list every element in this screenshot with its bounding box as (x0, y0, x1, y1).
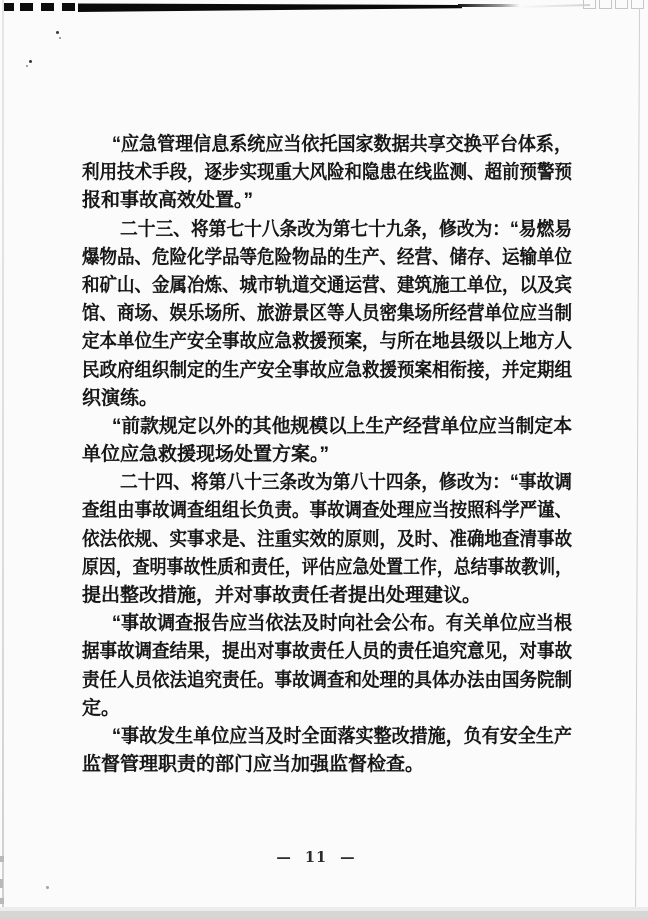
line-text: 责任人员依法追究责任。事故调查和处理的具体办法由国务院制 (82, 669, 572, 691)
line-text: 织演练。 (82, 387, 159, 409)
line-text: “应急管理信息系统应当依托国家数据共享交换平台体系， (112, 134, 572, 155)
scan-artifact-top-bar-tail (458, 4, 520, 7)
scan-speck (56, 31, 59, 34)
line-text: 原因，查明事故性质和责任，评估应急处置工作，总结事故教训， (82, 556, 572, 578)
text-line (82, 159, 574, 187)
text-line (82, 441, 574, 469)
line-text: 二十三、将第七十八条改为第七十九条，修改为：“易燃易 (120, 218, 572, 240)
text-line (82, 469, 574, 497)
line-text: 利用技术手段，逐步实现重大风险和隐患在线监测、超前预警预 (82, 162, 572, 184)
scan-speck (29, 60, 32, 63)
document-body (82, 131, 574, 779)
scan-artifact-top-right-line (516, 4, 590, 8)
text-line (82, 216, 574, 244)
line-text: “前款规定以外的其他规模以上生产经营单位应当制定本 (112, 415, 572, 437)
text-line (82, 638, 574, 666)
sprocket-hole-icon (599, 0, 612, 9)
line-text: 定本单位生产安全事故应急救援预案，与所在地县级以上地方人 (82, 331, 572, 353)
text-line (82, 667, 574, 695)
line-text: 爆物品、危险化学品等危险物品的生产、经营、储存、运输单位 (82, 246, 572, 268)
text-line (82, 131, 574, 159)
line-text: 据事故调查结果，提出对事故责任人员的责任追究意见，对事故 (82, 641, 572, 663)
line-text: 定。 (82, 697, 121, 719)
text-line (82, 695, 574, 723)
scan-artifact-left-page-edge (2, 0, 4, 919)
text-line (82, 723, 574, 751)
scan-dash-icon (41, 3, 54, 11)
text-line (82, 413, 574, 441)
line-text: “事故调查报告应当依法及时向社会公布。有关单位应当根 (112, 613, 572, 635)
text-line (82, 582, 574, 610)
line-text: 民政府组织制定的生产安全事故应急救援预案相衔接，并定期组 (82, 359, 572, 381)
text-line (82, 385, 574, 413)
text-line (82, 610, 574, 638)
scan-artifact-right-page-edge (635, 8, 640, 919)
sprocket-hole-icon (615, 0, 628, 9)
line-text: 依法依规、实事求是、注重实效的原则，及时、准确地查清事故 (82, 528, 572, 550)
sprocket-hole-icon (631, 0, 644, 9)
line-text: 监督管理职责的部门应当加强监督检查。 (82, 754, 425, 776)
scan-edge-mark (0, 856, 4, 862)
scan-dash-icon (20, 3, 33, 11)
scan-speck (26, 65, 28, 67)
line-text: 和矿山、金属冶炼、城市轨道交通运营、建筑施工单位，以及宾 (82, 274, 572, 296)
line-text: “事故发生单位应当及时全面落实整改措施，负有安全生产 (112, 725, 572, 747)
sprocket-hole-icon (583, 0, 596, 9)
scan-artifact-bottom-band (0, 911, 648, 919)
scan-edge-mark (0, 879, 3, 888)
text-line (82, 187, 574, 215)
line-text: 馆、商场、娱乐场所、旅游景区等人员密集场所经营单位应当制 (82, 303, 572, 325)
text-line (82, 751, 574, 779)
text-line (82, 244, 574, 272)
line-text: 提出整改措施，并对事故责任者提出处理建议。 (82, 585, 482, 606)
line-text: 单位应急救援现场处置方案。” (82, 444, 330, 466)
scan-edge-mark (0, 898, 4, 904)
scan-speck (46, 886, 49, 889)
text-line (82, 357, 574, 385)
scan-speck (59, 37, 61, 39)
text-line (82, 554, 574, 582)
line-text: 报和事故高效处置。” (82, 190, 254, 212)
text-line (82, 497, 574, 525)
text-line (82, 526, 574, 554)
scan-dash-icon (3, 3, 14, 11)
line-text: 二十四、将第八十三条改为第八十四条，修改为：“事故调 (120, 472, 572, 494)
line-text: 查组由事故调查组组长负责。事故调查处理应当按照科学严谨、 (82, 500, 572, 522)
text-line (82, 328, 574, 356)
text-line (82, 272, 574, 300)
scan-artifact-top-bar (78, 3, 462, 12)
text-line (82, 300, 574, 328)
page-number: — 11 — (276, 849, 356, 866)
scan-dash-icon (62, 3, 75, 11)
